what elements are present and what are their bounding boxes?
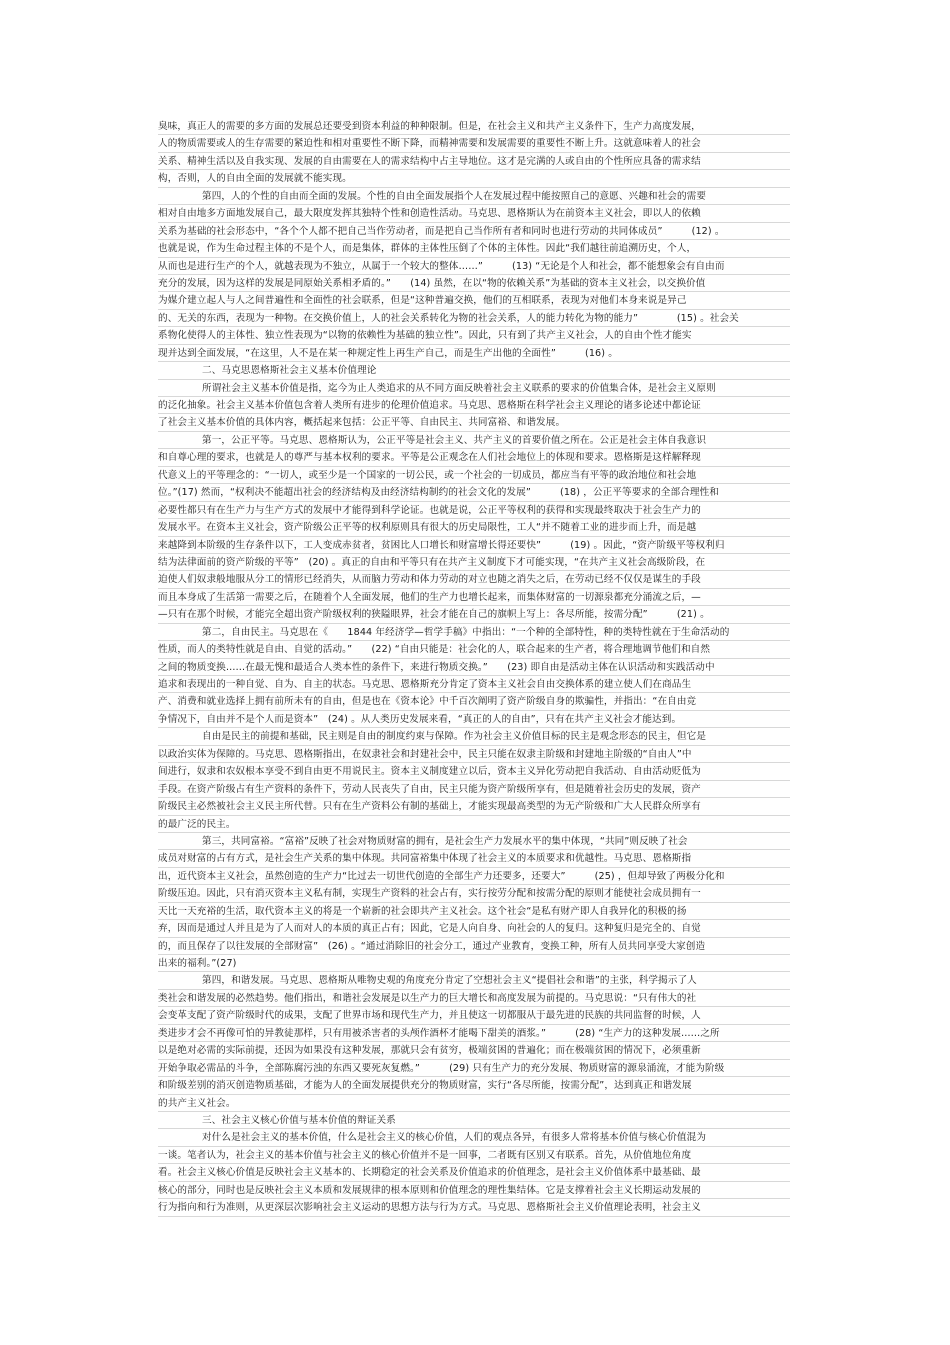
paragraph-start-line: 第四，和谐发展。马克思、恩格斯从唯物史观的角度充分肯定了空想社会主义“提倡社会和谐”的主张，科学揭示了人 bbox=[158, 972, 790, 989]
text-line: 争情况下，自由并不是个人而是资本” (24) 。从人类历史发展来看，“真正的人的自由”，只有在共产主义社会才能达到。 bbox=[158, 711, 790, 728]
text-line: 从而也是进行生产的个人，就越表现为不独立，从属于一个较大的整体……” (13) “无论是个人和社会，都不能想象会有自由而 bbox=[158, 258, 790, 275]
document-body bbox=[158, 118, 790, 1217]
text-line: 人的物质需要或人的生存需要的紧迫性和相对重要性不断下降，而精神需要和发展需要的重要性不断上升。这就意味着人的社会 bbox=[158, 135, 790, 152]
paragraph-start-line: 对什么是社会主义的基本价值，什么是社会主义的核心价值，人们的观点各异，有很多人常将基本价值与核心价值混为 bbox=[158, 1129, 790, 1146]
text-line: 构，否则，人的自由全面的发展就不能实现。 bbox=[158, 170, 790, 187]
text-line: —只有在那个时候，才能完全超出资产阶级权利的狭隘眼界，社会才能在自己的旗帜上写上：各尽所能，按需分配” (21) 。 bbox=[158, 606, 790, 623]
text-line: 性质，而人的类特性就是自由、自觉的活动。” (22) “自由只能是：社会化的人，联合起来的生产者，将合理地调节他们和自然 bbox=[158, 641, 790, 658]
text-line: 来越降到本阶级的生存条件以下，工人变成赤贫者，贫困比人口增长和财富增长得还要快” (19) 。因此，“资产阶级平等权利归 bbox=[158, 537, 790, 554]
paragraph-start-line: 第四，人的个性的自由而全面的发展。个性的自由全面发展指个人在发展过程中能按照自己的意愿、兴趣和社会的需要 bbox=[158, 188, 790, 205]
text-line: 相对自由地多方面地发展自己，最大限度发挥其独特个性和创造性活动。马克思、恩格斯认为在前资本主义社会，即以人的依赖 bbox=[158, 205, 790, 222]
text-line: 之间的物质变换……在最无愧和最适合人类本性的条件下，来进行物质交换。” (23) 即自由是活动主体在认识活动和实践活动中 bbox=[158, 659, 790, 676]
text-line: 出，近代资本主义社会，虽然创造的生产力“比过去一切世代创造的全部生产力还要多，还要大” (25) ，但却导致了两极分化和 bbox=[158, 868, 790, 885]
text-line: 也就是说，作为生命过程主体的不是个人，而是集体，群体的主体性压倒了个体的主体性。因此“我们越往前追溯历史，个人， bbox=[158, 240, 790, 257]
text-line: 开始争取必需品的斗争，全部陈腐污浊的东西又要死灰复燃。” (29) 只有生产力的充分发展、物质财富的源泉涌流，才能为阶级 bbox=[158, 1060, 790, 1077]
text-line: 代意义上的平等理念的：“一切人，或至少是一个国家的一切公民，或一个社会的一切成员，都应当有平等的政治地位和社会地 bbox=[158, 467, 790, 484]
text-line: 而且本身成了生活第一需要之后，在随着个人全面发展，他们的生产力也增长起来，而集体财富的一切源泉都充分涌流之后，— bbox=[158, 589, 790, 606]
text-line: 现并达到全面发展，“在这里，人不是在某一种规定性上再生产自己，而是生产出他的全面性” (16) 。 bbox=[158, 345, 790, 362]
text-line: 发展水平。在资本主义社会，资产阶级公正平等的权利原则具有很大的历史局限性，工人“并不随着工业的进步而上升，而是越 bbox=[158, 519, 790, 536]
text-line: 手段。在资产阶级占有生产资料的条件下，劳动人民丧失了自由，民主只能为资产阶级所享有，但是随着社会历史的发展，资产 bbox=[158, 781, 790, 798]
paragraph-start-line: 第三，共同富裕。“富裕”反映了社会对物质财富的拥有，是社会生产力发展水平的集中体现，“共同”则反映了社会 bbox=[158, 833, 790, 850]
text-line: 以政治实体为保障的。马克思、恩格斯指出，在奴隶社会和封建社会中，民主只能在奴隶主阶级和封建地主阶级的“自由人”中 bbox=[158, 746, 790, 763]
paragraph-start-line: 第二，自由民主。马克思在《 1844 年经济学—哲学手稿》中指出：“一个种的全部特性，种的类特性就在于生命活动的 bbox=[158, 624, 790, 641]
text-line: 系物化使得人的主体性、独立性表现为“以物的依赖性为基础的独立性”。因此，只有到了共产主义社会，人的自由个性才能实 bbox=[158, 327, 790, 344]
text-line: 产、消费和就业选择上拥有前所未有的自由，但是也在《资本论》中千百次阐明了资产阶级自身的欺骗性，并指出：“在自由竞 bbox=[158, 693, 790, 710]
text-line: 间进行，奴隶和农奴根本享受不到自由更不用说民主。资本主义制度建立以后，资本主义异化劳动把自我活动、自由活动贬低为 bbox=[158, 763, 790, 780]
text-line: 行为指向和行为准则，从更深层次影响社会主义运动的思想方法与行为方式。马克思、恩格斯社会主义价值理论表明，社会主义 bbox=[158, 1199, 790, 1216]
text-line: 为媒介建立起人与人之间普遍性和全面性的社会联系，但是“这种普遍交换，他们的互相联系，表现为对他们本身来说是异己 bbox=[158, 292, 790, 309]
text-line: 和自尊心理的要求，也就是人的尊严与基本权利的要求。平等是公正观念在人们社会地位上的体现和要求。恩格斯是这样解释现 bbox=[158, 449, 790, 466]
text-line: 的最广泛的民主。 bbox=[158, 816, 790, 833]
text-line: 类社会和谐发展的必然趋势。他们指出，和谐社会发展是以生产力的巨大增长和高度发展为前提的。马克思说：“只有伟大的社 bbox=[158, 990, 790, 1007]
text-line: 以是绝对必需的实际前提，还因为如果没有这种发展，那就只会有贫穷，极端贫困的普遍化；而在极端贫困的情况下，必须重新 bbox=[158, 1042, 790, 1059]
text-line: 的共产主义社会。 bbox=[158, 1095, 790, 1112]
text-line: 充分的发展，因为这样的发展是同原始关系相矛盾的。” (14) 虽然，在以“物的依赖关系”为基础的资本主义社会，以交换价值 bbox=[158, 275, 790, 292]
text-line: 的、无关的东西，表现为一种物。在交换价值上，人的社会关系转化为物的社会关系，人的能力转化为物的能力” (15) 。社会关 bbox=[158, 310, 790, 327]
text-line: 一谈。笔者认为，社会主义的基本价值与社会主义的核心价值并不是一回事，二者既有区别又有联系。首先，从价值地位角度 bbox=[158, 1147, 790, 1164]
text-line: 弃，因而是通过人并且是为了人而对人的本质的真正占有；因此，它是人向自身、向社会的人的复归。这种复归是完全的、自觉 bbox=[158, 920, 790, 937]
text-line: 成员对财富的占有方式，是社会生产关系的集中体现。共同富裕集中体现了社会主义的本质要求和优越性。马克思、恩格斯指 bbox=[158, 850, 790, 867]
paragraph-start-line: 第一，公正平等。马克思、恩格斯认为，公正平等是社会主义、共产主义的首要价值之所在。公正是社会主体自我意识 bbox=[158, 432, 790, 449]
text-line: 迫使人们奴隶般地服从分工的情形已经消失，从而脑力劳动和体力劳动的对立也随之消失之后，在劳动已经不仅仅是谋生的手段 bbox=[158, 571, 790, 588]
text-line: 和阶级差别的消灭创造物质基础，才能为人的全面发展提供充分的物质财富，实行“各尽所能，按需分配”，达到真正和谐发展 bbox=[158, 1077, 790, 1094]
text-line: 会变革支配了资产阶级时代的成果，支配了世界市场和现代生产力，并且使这一切都服从于最先进的民族的共同监督的时候，人 bbox=[158, 1007, 790, 1024]
text-line: 核心的部分，同时也是反映社会主义本质和发展规律的根本原则和价值理念的理性集结体。它是支撑着社会主义长期运动发展的 bbox=[158, 1182, 790, 1199]
text-line: 关系、精神生活以及自我实现、发展的自由需要在人的需求结构中占主导地位。这才是完满的人或自由的个性所应具备的需求结 bbox=[158, 153, 790, 170]
paragraph-start-line: 所谓社会主义基本价值是指，迄今为止人类追求的从不同方面反映着社会主义联系的要求的价值集合体，是社会主义原则 bbox=[158, 380, 790, 397]
text-line: 结为法律面前的资产阶级的平等” (20) 。真正的自由和平等只有在共产主义制度下才可能实现，“在共产主义社会高级阶段，在 bbox=[158, 554, 790, 571]
text-line: 类进步才会不再像可怕的异教徒那样，只有用被杀害者的头颅作酒杯才能喝下甜美的酒浆。” (28) “生产力的这种发展……之所 bbox=[158, 1025, 790, 1042]
text-line: 阶级压迫。因此，只有消灭资本主义私有制，实现生产资料的社会占有，实行按劳分配和按需分配的原则才能使社会成员拥有一 bbox=[158, 885, 790, 902]
text-line: 天比一天充裕的生活，取代资本主义的将是一个崭新的社会即共产主义社会。这个社会“是私有财产即人自我异化的积极的扬 bbox=[158, 903, 790, 920]
text-line: 关系为基础的社会形态中，“各个个人都不把自己当作劳动者，而是把自己当作所有者和同时也进行劳动的共同体成员” (12) 。 bbox=[158, 223, 790, 240]
text-line: 看。社会主义核心价值是反映社会主义基本的、长期稳定的社会关系及价值追求的价值理念，是社会主义价值体系中最基础、最 bbox=[158, 1164, 790, 1181]
text-line: 的，而且保存了以往发展的全部财富” (26) 。“通过消除旧的社会分工，通过产业教育，变换工种，所有人员共同享受大家创造 bbox=[158, 938, 790, 955]
paragraph-start-line: 三、社会主义核心价值与基本价值的辩证关系 bbox=[158, 1112, 790, 1129]
paragraph-start-line: 二、马克思恩格斯社会主义基本价值理论 bbox=[158, 362, 790, 379]
text-line: 位。”(17) 然而，“权利决不能超出社会的经济结构及由经济结构制约的社会文化的发展” (18) ，公正平等要求的全部合理性和 bbox=[158, 484, 790, 501]
text-line: 臭味，真正人的需要的多方面的发展总还要受到资本利益的种种限制。但是，在社会主义和共产主义条件下，生产力高度发展， bbox=[158, 118, 790, 135]
text-line: 了社会主义基本价值的具体内容，概括起来包括：公正平等、自由民主、共同富裕、和谐发展。 bbox=[158, 414, 790, 431]
text-line: 的泛化抽象。社会主义基本价值包含着人类所有进步的伦理价值追求。马克思、恩格斯在科学社会主义理论的诸多论述中都论证 bbox=[158, 397, 790, 414]
text-line: 出来的福利。”(27) bbox=[158, 955, 790, 972]
paragraph-start-line: 自由是民主的前提和基础，民主则是自由的制度约束与保障。作为社会主义价值目标的民主是观念形态的民主，但它是 bbox=[158, 728, 790, 745]
text-line: 追求和表现出的一种自觉、自为、自主的状态。马克思、恩格斯充分肯定了资本主义社会自由交换体系的建立使人们在商品生 bbox=[158, 676, 790, 693]
text-line: 必要性都只有在生产力与生产方式的发展中才能得到科学论证。也就是说，公正平等权利的获得和实现最终取决于社会生产力的 bbox=[158, 502, 790, 519]
text-line: 阶级民主必然被社会主义民主所代替。只有在生产资料公有制的基础上，才能实现最高类型的为无产阶级和广大人民群众所享有 bbox=[158, 798, 790, 815]
